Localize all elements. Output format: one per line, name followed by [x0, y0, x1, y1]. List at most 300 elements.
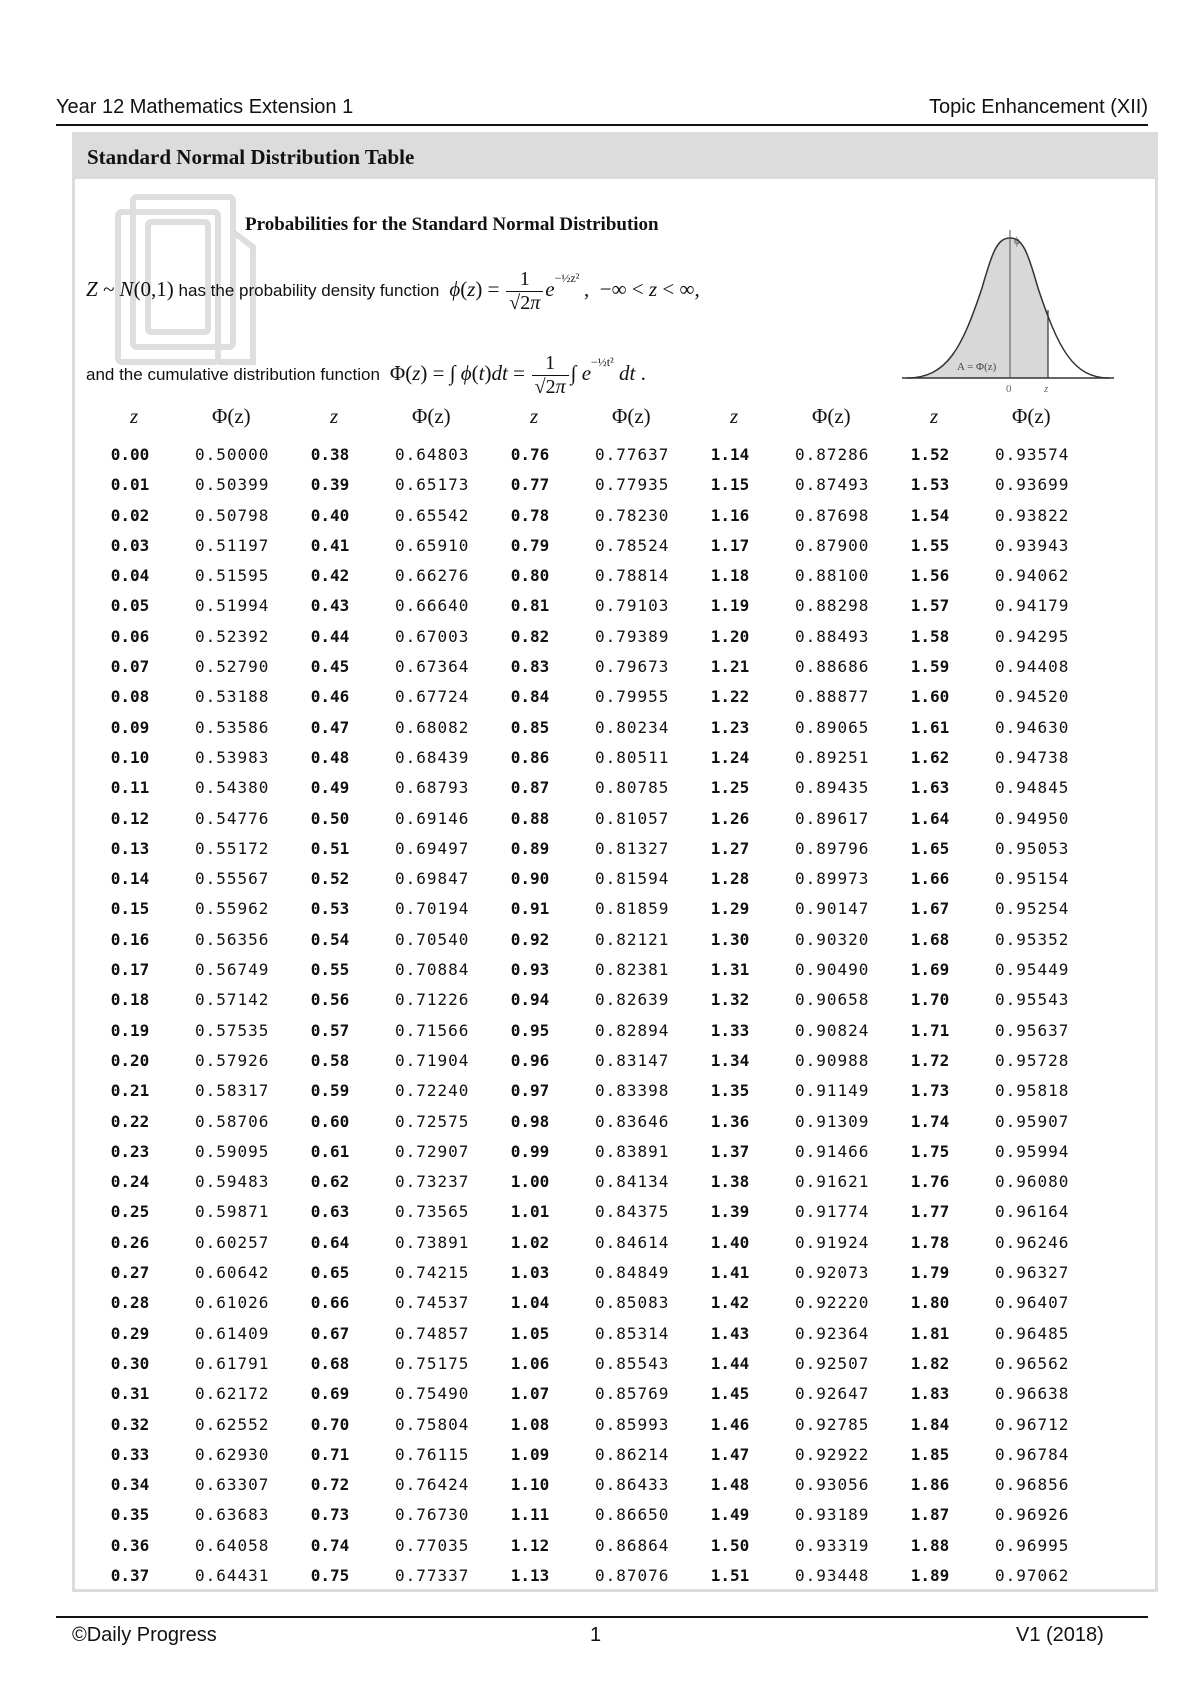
phi-value: 0.79955: [595, 687, 670, 707]
z-value: 0.29: [110, 1323, 150, 1343]
phi-value: 0.54776: [195, 808, 270, 828]
phi-value: 0.62172: [195, 1384, 270, 1404]
z-value: 0.07: [110, 657, 150, 677]
z-value: 0.78: [510, 505, 550, 525]
pdf-line: Z ~ N(0,1) has the probability density function ϕ(z) = $\frac{1}{√2\pi}$ $e^{-\frac{1}{2}z^2}$ , −∞ < z < ∞,: [86, 268, 700, 314]
phi-value: 0.96995: [995, 1535, 1070, 1555]
phi-value: 0.55172: [195, 838, 270, 858]
phi-value: 0.63683: [195, 1505, 270, 1525]
phi-value: 0.85314: [595, 1323, 670, 1343]
phi-value: 0.93943: [995, 535, 1070, 555]
z-value: 0.09: [110, 717, 150, 737]
z-value: 0.20: [110, 1050, 150, 1070]
phi-value: 0.82121: [595, 929, 670, 949]
z-value: 0.66: [310, 1293, 350, 1313]
footer-version: V1 (2018): [1016, 1624, 1104, 1646]
topic-title: Topic Enhancement (XII): [929, 96, 1148, 118]
z-value: 1.14: [710, 445, 750, 464]
z-value: 0.99: [510, 1141, 550, 1161]
phi-value: 0.82381: [595, 960, 670, 980]
phi-value: 0.78524: [595, 535, 670, 555]
z-value: 0.83: [510, 657, 550, 677]
z-value: 1.26: [710, 808, 750, 828]
phi-value: 0.95543: [995, 990, 1070, 1010]
z-value: 0.44: [310, 626, 350, 646]
phi-value: 0.90824: [795, 1020, 870, 1040]
phi-value: 0.90658: [795, 990, 870, 1010]
z-value: 1.03: [510, 1263, 550, 1283]
z-value: 0.06: [110, 626, 150, 646]
phi-value: 0.84375: [595, 1202, 670, 1222]
z-value: 0.32: [110, 1414, 150, 1434]
z-value: 0.46: [310, 687, 350, 707]
z-value: 0.18: [110, 990, 150, 1010]
z-value: 0.22: [110, 1111, 150, 1131]
z-value: 1.10: [510, 1475, 550, 1495]
z-value: 1.17: [710, 535, 750, 555]
z-value: 1.75: [910, 1141, 950, 1161]
z-value: 1.45: [710, 1384, 750, 1404]
z-value: 1.38: [710, 1172, 750, 1192]
phi-value: 0.62552: [195, 1414, 270, 1434]
z-value: 1.53: [910, 475, 950, 495]
z-value: 0.15: [110, 899, 150, 919]
phi-value: 0.95728: [995, 1050, 1070, 1070]
phi-value: 0.73891: [395, 1232, 470, 1252]
curve-phi-label: ϕ: [1014, 235, 1020, 247]
phi-value: 0.80234: [595, 717, 670, 737]
z-value: 0.24: [110, 1172, 150, 1192]
phi-value: 0.80511: [595, 747, 670, 767]
z-value: 1.25: [710, 778, 750, 798]
phi-value: 0.90490: [795, 960, 870, 980]
z-value: 0.61: [310, 1141, 350, 1161]
phi-value: 0.85993: [595, 1414, 670, 1434]
z-value: 0.55: [310, 960, 350, 980]
phi-value: 0.80785: [595, 778, 670, 798]
phi-value: 0.67364: [395, 657, 470, 677]
phi-value: 0.72575: [395, 1111, 470, 1131]
phi-value: 0.77035: [395, 1535, 470, 1555]
z-value: 0.98: [510, 1111, 550, 1131]
phi-value: 0.69497: [395, 838, 470, 858]
phi-value: 0.76424: [395, 1475, 470, 1495]
z-value: 1.13: [510, 1565, 550, 1585]
phi-value: 0.87493: [795, 475, 870, 495]
z-value: 0.53: [310, 899, 350, 919]
phi-value: 0.95637: [995, 1020, 1070, 1040]
z-value: 0.21: [110, 1081, 150, 1101]
phi-value: 0.67003: [395, 626, 470, 646]
phi-value: 0.72907: [395, 1141, 470, 1161]
z-value: 0.05: [110, 596, 150, 616]
phi-value: 0.95449: [995, 960, 1070, 980]
phi-value: 0.96784: [995, 1444, 1070, 1464]
z-value: 1.74: [910, 1111, 950, 1131]
col-header-z: z: [530, 404, 539, 428]
z-value: 0.79: [510, 535, 550, 555]
z-value: 0.82: [510, 626, 550, 646]
phi-value: 0.59483: [195, 1172, 270, 1192]
phi-value: 0.60257: [195, 1232, 270, 1252]
phi-value: 0.75804: [395, 1414, 470, 1434]
phi-value: 0.70540: [395, 929, 470, 949]
z-value: 1.34: [710, 1050, 750, 1070]
col-header-phi: Φ(z): [1012, 404, 1051, 428]
phi-value: 0.53586: [195, 717, 270, 737]
course-title: Year 12 Mathematics Extension 1: [56, 96, 354, 118]
z-value: 0.71: [310, 1444, 350, 1464]
z-value: 0.95: [510, 1020, 550, 1040]
phi-value: 0.95053: [995, 838, 1070, 858]
z-value: 1.73: [910, 1081, 950, 1101]
col-header-z: z: [930, 404, 939, 428]
phi-value: 0.96712: [995, 1414, 1070, 1434]
z-value: 0.39: [310, 475, 350, 495]
z-value: 1.58: [910, 626, 950, 646]
phi-value: 0.94408: [995, 657, 1070, 677]
z-value: 1.09: [510, 1444, 550, 1464]
phi-value: 0.76115: [395, 1444, 470, 1464]
phi-value: 0.92647: [795, 1384, 870, 1404]
phi-value: 0.81859: [595, 899, 670, 919]
z-value: 1.04: [510, 1293, 550, 1313]
curve-tick-z: z: [1044, 383, 1049, 395]
phi-value: 0.85083: [595, 1293, 670, 1313]
z-value: 1.20: [710, 626, 750, 646]
z-value: 1.89: [910, 1565, 950, 1585]
phi-value: 0.92220: [795, 1293, 870, 1313]
z-value: 0.60: [310, 1111, 350, 1131]
z-value: 1.15: [710, 475, 750, 495]
z-value: 1.78: [910, 1232, 950, 1252]
z-value: 1.79: [910, 1263, 950, 1283]
z-value: 1.11: [510, 1505, 550, 1525]
phi-value: 0.81057: [595, 808, 670, 828]
z-value: 0.34: [110, 1475, 150, 1495]
z-value: 1.19: [710, 596, 750, 616]
z-value: 0.86: [510, 747, 550, 767]
table-subtitle: Probabilities for the Standard Normal Distribution: [245, 214, 659, 235]
phi-value: 0.90320: [795, 929, 870, 949]
phi-value: 0.89251: [795, 747, 870, 767]
phi-value: 0.56749: [195, 960, 270, 980]
phi-value: 0.68082: [395, 717, 470, 737]
phi-value: 0.65173: [395, 475, 470, 495]
z-value: 1.84: [910, 1414, 950, 1434]
z-value: 0.80: [510, 566, 550, 586]
phi-value: 0.86864: [595, 1535, 670, 1555]
z-value: 1.21: [710, 657, 750, 677]
z-value: 1.36: [710, 1111, 750, 1131]
phi-value: 0.94738: [995, 747, 1070, 767]
phi-value: 0.56356: [195, 929, 270, 949]
phi-value: 0.71904: [395, 1050, 470, 1070]
z-value: 0.25: [110, 1202, 150, 1222]
z-value: 0.37: [110, 1565, 150, 1585]
phi-value: 0.85769: [595, 1384, 670, 1404]
z-value: 0.73: [310, 1505, 350, 1525]
phi-value: 0.96080: [995, 1172, 1070, 1192]
phi-value: 0.90988: [795, 1050, 870, 1070]
phi-value: 0.93699: [995, 475, 1070, 495]
phi-value: 0.89435: [795, 778, 870, 798]
phi-value: 0.60642: [195, 1263, 270, 1283]
phi-value: 0.95818: [995, 1081, 1070, 1101]
z-value: 0.94: [510, 990, 550, 1010]
z-value: 1.43: [710, 1323, 750, 1343]
z-value: 0.30: [110, 1353, 150, 1373]
phi-value: 0.57535: [195, 1020, 270, 1040]
phi-value: 0.81327: [595, 838, 670, 858]
z-value: 1.16: [710, 505, 750, 525]
phi-value: 0.78230: [595, 505, 670, 525]
phi-value: 0.64803: [395, 445, 470, 464]
z-value: 0.12: [110, 808, 150, 828]
phi-value: 0.59095: [195, 1141, 270, 1161]
phi-value: 0.79389: [595, 626, 670, 646]
col-header-phi: Φ(z): [812, 404, 851, 428]
phi-value: 0.77935: [595, 475, 670, 495]
z-value: 0.75: [310, 1565, 350, 1585]
z-value: 1.85: [910, 1444, 950, 1464]
z-value: 0.77: [510, 475, 550, 495]
phi-value: 0.52392: [195, 626, 270, 646]
phi-value: 0.69146: [395, 808, 470, 828]
z-value: 1.67: [910, 899, 950, 919]
phi-value: 0.97062: [995, 1565, 1070, 1585]
z-value: 1.01: [510, 1202, 550, 1222]
phi-value: 0.73565: [395, 1202, 470, 1222]
z-value: 1.24: [710, 747, 750, 767]
z-value: 1.02: [510, 1232, 550, 1252]
phi-value: 0.84134: [595, 1172, 670, 1192]
z-value: 0.43: [310, 596, 350, 616]
z-value: 0.92: [510, 929, 550, 949]
z-value: 1.69: [910, 960, 950, 980]
phi-value: 0.87698: [795, 505, 870, 525]
phi-value: 0.50399: [195, 475, 270, 495]
distribution-notation: Z ~ N: [86, 276, 134, 301]
phi-value: 0.64431: [195, 1565, 270, 1585]
z-value: 1.64: [910, 808, 950, 828]
phi-value: 0.89617: [795, 808, 870, 828]
phi-value: 0.83646: [595, 1111, 670, 1131]
phi-value: 0.91149: [795, 1081, 870, 1101]
phi-value: 0.61409: [195, 1323, 270, 1343]
z-value: 0.54: [310, 929, 350, 949]
z-value: 0.68: [310, 1353, 350, 1373]
z-value: 0.91: [510, 899, 550, 919]
footer-copyright: ©Daily Progress: [72, 1624, 217, 1646]
z-value: 1.52: [910, 445, 950, 464]
z-value: 0.01: [110, 475, 150, 495]
z-value: 0.63: [310, 1202, 350, 1222]
col-header-z: z: [130, 404, 139, 428]
z-value: 1.44: [710, 1353, 750, 1373]
z-value: 0.45: [310, 657, 350, 677]
phi-value: 0.75175: [395, 1353, 470, 1373]
phi-value: 0.51197: [195, 535, 270, 555]
phi-value: 0.77337: [395, 1565, 470, 1585]
z-value: 0.02: [110, 505, 150, 525]
z-value: 0.40: [310, 505, 350, 525]
phi-value: 0.70194: [395, 899, 470, 919]
phi-value: 0.65542: [395, 505, 470, 525]
z-value: 1.32: [710, 990, 750, 1010]
page-header: [56, 94, 1148, 126]
phi-value: 0.92073: [795, 1263, 870, 1283]
z-value: 0.74: [310, 1535, 350, 1555]
z-value: 0.17: [110, 960, 150, 980]
z-value: 0.72: [310, 1475, 350, 1495]
z-value: 1.72: [910, 1050, 950, 1070]
phi-value: 0.95254: [995, 899, 1070, 919]
z-value: 0.56: [310, 990, 350, 1010]
z-value: 0.70: [310, 1414, 350, 1434]
z-value: 1.59: [910, 657, 950, 677]
phi-value: 0.82639: [595, 990, 670, 1010]
z-value: 0.84: [510, 687, 550, 707]
phi-value: 0.86650: [595, 1505, 670, 1525]
z-value: 0.14: [110, 869, 150, 889]
phi-value: 0.96407: [995, 1293, 1070, 1313]
z-value: 0.64: [310, 1232, 350, 1252]
phi-value: 0.58706: [195, 1111, 270, 1131]
z-value: 1.47: [710, 1444, 750, 1464]
z-value: 0.26: [110, 1232, 150, 1252]
z-value: 0.87: [510, 778, 550, 798]
phi-value: 0.61026: [195, 1293, 270, 1313]
z-value: 1.00: [510, 1172, 550, 1192]
phi-value: 0.96926: [995, 1505, 1070, 1525]
z-value: 1.62: [910, 747, 950, 767]
phi-value: 0.91466: [795, 1141, 870, 1161]
phi-value: 0.96856: [995, 1475, 1070, 1495]
z-value: 1.86: [910, 1475, 950, 1495]
z-value: 0.04: [110, 566, 150, 586]
phi-value: 0.95907: [995, 1111, 1070, 1131]
z-value: 1.76: [910, 1172, 950, 1192]
phi-value: 0.67724: [395, 687, 470, 707]
z-value: 1.05: [510, 1323, 550, 1343]
phi-value: 0.92507: [795, 1353, 870, 1373]
phi-value: 0.95352: [995, 929, 1070, 949]
phi-value: 0.71226: [395, 990, 470, 1010]
z-value: 1.82: [910, 1353, 950, 1373]
phi-value: 0.74537: [395, 1293, 470, 1313]
phi-value: 0.66276: [395, 566, 470, 586]
phi-value: 0.51595: [195, 566, 270, 586]
phi-value: 0.86433: [595, 1475, 670, 1495]
z-value: 1.18: [710, 566, 750, 586]
phi-value: 0.75490: [395, 1384, 470, 1404]
z-value: 0.85: [510, 717, 550, 737]
footer-rule: [56, 1616, 1148, 1618]
phi-value: 0.70884: [395, 960, 470, 980]
phi-value: 0.58317: [195, 1081, 270, 1101]
phi-value: 0.65910: [395, 535, 470, 555]
phi-value: 0.85543: [595, 1353, 670, 1373]
phi-value: 0.52790: [195, 657, 270, 677]
phi-value: 0.69847: [395, 869, 470, 889]
z-value: 0.76: [510, 445, 550, 464]
cdf-fraction: $\frac{1}{√2\pi}$: [532, 352, 569, 399]
phi-value: 0.95994: [995, 1141, 1070, 1161]
phi-value: 0.63307: [195, 1475, 270, 1495]
phi-value: 0.96562: [995, 1353, 1070, 1373]
phi-value: 0.96485: [995, 1323, 1070, 1343]
z-value: 0.36: [110, 1535, 150, 1555]
phi-value: 0.96327: [995, 1263, 1070, 1283]
phi-value: 0.54380: [195, 778, 270, 798]
phi-value: 0.55962: [195, 899, 270, 919]
z-value: 1.41: [710, 1263, 750, 1283]
z-value: 0.28: [110, 1293, 150, 1313]
z-value: 0.10: [110, 747, 150, 767]
z-value: 0.90: [510, 869, 550, 889]
phi-value: 0.53983: [195, 747, 270, 767]
phi-value: 0.68793: [395, 778, 470, 798]
z-value: 0.47: [310, 717, 350, 737]
phi-value: 0.91309: [795, 1111, 870, 1131]
z-value: 0.50: [310, 808, 350, 828]
phi-value: 0.83147: [595, 1050, 670, 1070]
z-value: 1.65: [910, 838, 950, 858]
z-value: 0.33: [110, 1444, 150, 1464]
col-header-phi: Φ(z): [412, 404, 451, 428]
phi-value: 0.71566: [395, 1020, 470, 1040]
z-value: 1.33: [710, 1020, 750, 1040]
table-header: [100, 404, 1100, 434]
phi-value: 0.84849: [595, 1263, 670, 1283]
phi-value: 0.66640: [395, 596, 470, 616]
z-value: 1.61: [910, 717, 950, 737]
z-value: 0.67: [310, 1323, 350, 1343]
z-value: 1.54: [910, 505, 950, 525]
z-value: 1.83: [910, 1384, 950, 1404]
z-value: 1.56: [910, 566, 950, 586]
phi-value: 0.92364: [795, 1323, 870, 1343]
phi-value: 0.62930: [195, 1444, 270, 1464]
phi-value: 0.91621: [795, 1172, 870, 1192]
phi-value: 0.50798: [195, 505, 270, 525]
z-value: 0.35: [110, 1505, 150, 1525]
phi-value: 0.78814: [595, 566, 670, 586]
phi-value: 0.93574: [995, 445, 1070, 464]
z-value: 1.48: [710, 1475, 750, 1495]
phi-value: 0.94630: [995, 717, 1070, 737]
z-value: 1.37: [710, 1141, 750, 1161]
z-value: 1.23: [710, 717, 750, 737]
curve-tick-0: 0: [1006, 383, 1012, 395]
phi-value: 0.55567: [195, 869, 270, 889]
z-value: 0.58: [310, 1050, 350, 1070]
phi-value: 0.57142: [195, 990, 270, 1010]
phi-value: 0.93056: [795, 1475, 870, 1495]
phi-value: 0.87076: [595, 1565, 670, 1585]
z-value: 0.27: [110, 1263, 150, 1283]
z-value: 0.49: [310, 778, 350, 798]
z-value: 1.30: [710, 929, 750, 949]
phi-value: 0.91774: [795, 1202, 870, 1222]
phi-value: 0.94179: [995, 596, 1070, 616]
phi-value: 0.83398: [595, 1081, 670, 1101]
curve-area-label: A = Φ(z): [957, 361, 997, 373]
z-value: 1.42: [710, 1293, 750, 1313]
phi-value: 0.84614: [595, 1232, 670, 1252]
phi-value: 0.93189: [795, 1505, 870, 1525]
